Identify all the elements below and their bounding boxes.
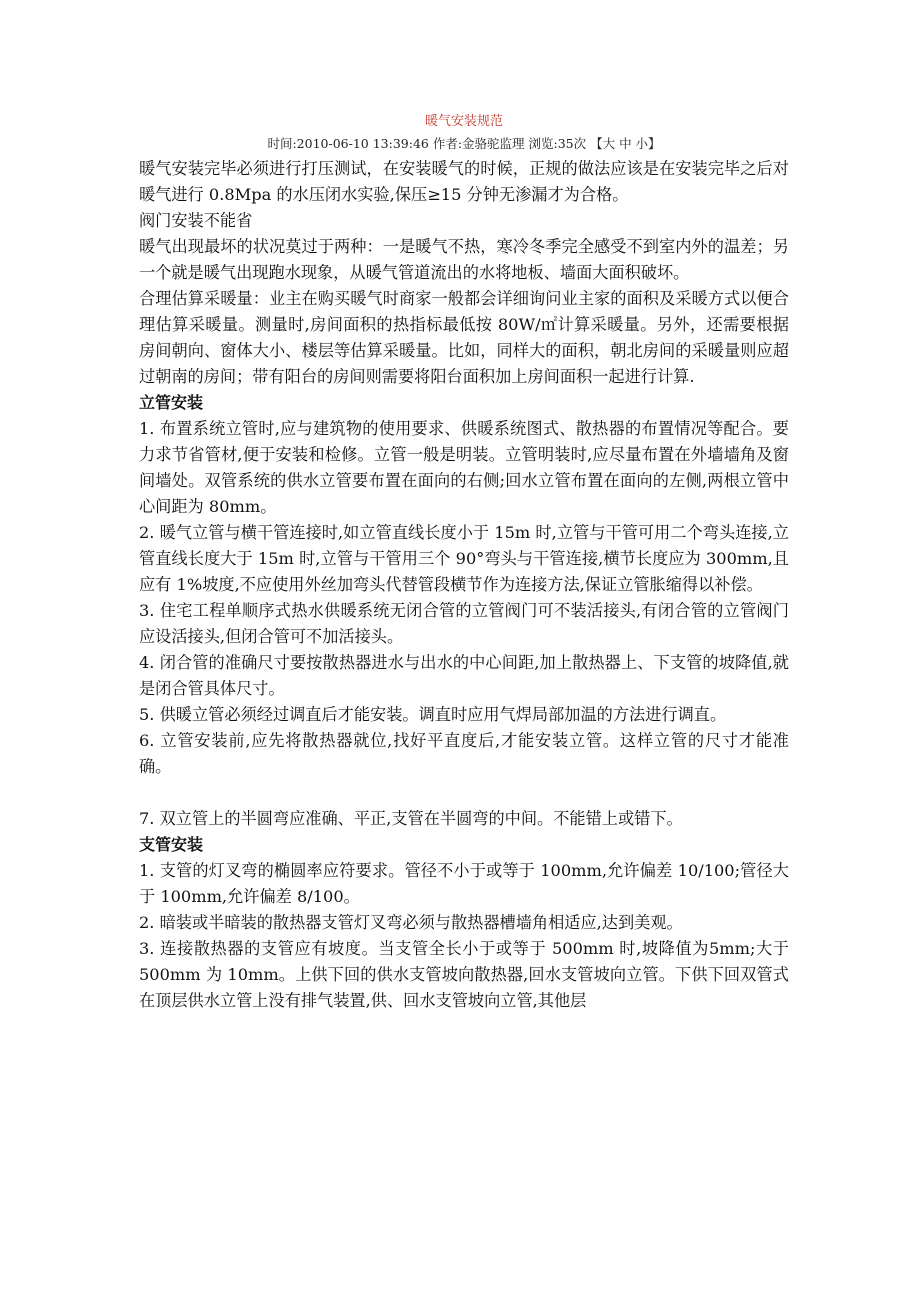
riser-item: 5. 供暖立管必须经过调直后才能安装。调直时应用气焊局部加温的方法进行调直。 [139,705,727,724]
section-heading-branch: 支管安装 [139,835,204,854]
article-body [139,156,789,1014]
branch-item: 1. 支管的灯叉弯的椭圆率应符要求。管径不小于或等于 100mm,允许偏差 10/100;管径大于 100mm,允许偏差 8/100。 [139,861,789,906]
intro-paragraph-worst-cases: 暖气出现最坏的状况莫过于两种：一是暖气不热，寒冷冬季完全感受不到室内外的温差；另一个就是暖气出现跑水现象，从暖气管道流出的水将地板、墙面大面积破坏。 [139,237,789,282]
riser-item: 1. 布置系统立管时,应与建筑物的使用要求、供暖系统图式、散热器的布置情况等配合。要力求节省管材,便于安装和检修。立管一般是明装。立管明装时,应尽量布置在外墙墙角及窗间墙处。双管系统的供水立管要布置在面向的右侧;回水立管布置在面向的左侧,两根立管中心间距为 80mm。 [139,419,789,516]
intro-paragraph-heating-estimate: 合理估算采暖量：业主在购买暖气时商家一般都会详细询问业主家的面积及采暖方式以便合理估算采暖量。测量时,房间面积的热指标最低按 80W/㎡计算采暖量。另外，还需要根据房间朝向、窗体大小、楼层等估算采暖量。比如，同样大的面积，朝北房间的采暖量则应超过朝南的房间；带有阳台的房间则需要将阳台面积加上房间面积一起进行计算. [139,289,789,386]
blank-line [139,780,789,806]
riser-item: 3. 住宅工程单顺序式热水供暖系统无闭合管的立管阀门可不装活接头,有闭合管的立管阀门应设活接头,但闭合管可不加活接头。 [139,601,789,646]
riser-item: 7. 双立管上的半圆弯应准确、平正,支管在半圆弯的中间。不能错上或错下。 [139,809,683,828]
branch-item: 2. 暗装或半暗装的散热器支管灯叉弯必须与散热器槽墙角相适应,达到美观。 [139,913,683,932]
branch-item: 3. 连接散热器的支管应有坡度。当支管全长小于或等于 500mm 时,坡降值为5mm;大于 500mm 为 10mm。上供下回的供水支管坡向散热器,回水支管坡向立管。下供下回双管式在顶层供水立管上没有排气装置,供、回水支管坡向立管,其他层 [139,939,789,1010]
article-meta: 时间:2010-06-10 13:39:46 作者:金骆驼监理 浏览:35次 【大 中 小】 [267,136,661,151]
riser-item: 2. 暖气立管与横干管连接时,如立管直线长度小于 15m 时,立管与干管可用二个弯头连接,立管直线长度大于 15m 时,立管与干管用三个 90°弯头与干管连接,横节长度应为 300mm,且应有 1%坡度,不应使用外丝加弯头代替管段横节作为连接方法,保证立管胀缩得以补偿。 [139,523,789,594]
section-heading-riser: 立管安装 [139,393,204,412]
intro-paragraph-pressure-test: 暖气安装完毕必须进行打压测试，在安装暖气的时候，正规的做法应该是在安装完毕之后对暖气进行 0.8Mpa 的水压闭水实验,保压≥15 分钟无渗漏才为合格。 [139,159,789,204]
document-page [139,112,789,1014]
article-title: 暖气安装规范 [424,114,503,129]
riser-item: 4. 闭合管的准确尺寸要按散热器进水与出水的中心间距,加上散热器上、下支管的坡降值,就是闭合管具体尺寸。 [139,653,789,698]
intro-paragraph-valve: 阀门安装不能省 [139,211,253,230]
riser-item: 6. 立管安装前,应先将散热器就位,找好平直度后,才能安装立管。这样立管的尺寸才能准确。 [139,731,789,776]
